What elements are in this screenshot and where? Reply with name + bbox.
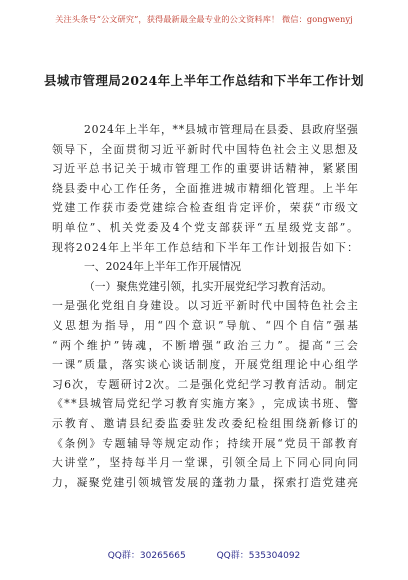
document-body: [52, 120, 358, 492]
paragraph-line: 《 * * 县 城 管 局 党 纪 学 习 教 育 实 施 方 案 》 ， 完 成 读 书 班 、 警: [52, 397, 358, 411]
paragraph-line: 大 讲 堂 ” ， 坚 持 每 半 月 一 堂 课 ， 引 领 全 局 上 下 同 心 同 向 同: [52, 456, 358, 470]
paragraph-line: 2 0 2 4 年 上 半 年 ， * * 县 城 市 管 理 局 在 县 委 、 县 政 府 坚 强: [84, 123, 358, 136]
document-title: 县城市管理局2024年上半年工作总结和下半年工作计划: [43, 73, 365, 88]
paragraph-line: 《 条 例 》 专 题 辅 导 等 规 定 动 作 ； 持 续 开 展 “ 党 员 干 部 教 育: [52, 436, 358, 450]
paragraph-line: 示 教 育 、 邀 请 县 纪 委 监 委 驻 发 改 委 纪 检 组 围 绕 新 修 订 的: [52, 416, 358, 430]
paragraph-line: 一 是 强 化 党 组 自 身 建 设 。 以 习 近 平 新 时 代 中 国 特 色 社 会 主: [52, 299, 358, 313]
paragraph-line: 习 近 平 总 书 记 关 于 城 市 管 理 工 作 的 重 要 讲 话 精 神 ， 紧 紧 围: [52, 162, 358, 176]
paragraph-line: 习 6 次 ， 专 题 研 讨 2 次 。 二 是 强 化 党 纪 学 习 教 育 活 动 。 制 定: [52, 377, 358, 391]
paragraph-line: 一、2024年上半年工作开展情况: [84, 260, 242, 274]
paragraph-line: 一 课 ” 质 量 ， 落 实 谈 心 谈 话 制 度 ， 开 展 党 组 理 论 中 心 组 学: [52, 358, 358, 372]
paragraph-line: 力 ， 凝 聚 党 建 引 领 城 管 发 展 的 蓬 勃 力 量 ， 探 索 打 造 党 建 亮: [52, 475, 358, 489]
paragraph-line: 绕 县 委 中 心 工 作 任 务 ， 全 面 推 进 城 市 精 细 化 管 理 。 上 半 年: [52, 181, 358, 195]
footer-qq-group-2: QQ群：535304092: [216, 551, 301, 561]
paragraph-line: 领 导 下 ， 全 面 贯 彻 习 近 平 新 时 代 中 国 特 色 社 会 主 义 思 想 及: [52, 142, 358, 156]
footer-qq-group-1: QQ群：30265665: [107, 551, 186, 561]
header-banner: 关注头条号“公文研究”，获得最新最全最专业的公文资料库！ 微信：gongwenyj: [55, 14, 353, 24]
paragraph-line: “ 两 个 维 护 ” 铸 魂 ， 不 断 增 强 “ 政 治 三 力 ” 。 提 高 “ 三 会: [52, 338, 358, 352]
paragraph-line: （一）聚焦党建引领，扎实开展党纪学习教育活动。: [84, 279, 333, 293]
paragraph-line: 党 建 工 作 获 市 委 党 建 综 合 检 查 组 肯 定 评 价 ， 荣 获 “ 市 级 文: [52, 201, 358, 215]
paragraph-line: 现 将 2 0 2 4 年 上 半 年 工 作 总 结 和 下 半 年 工 作 计 划 报 告 如 下 ：: [52, 240, 358, 254]
paragraph-line: 明 单 位 ” 、 机 关 党 委 及 4 个 党 支 部 获 评 “ 五 星 级 党 支 部 ” 。: [52, 220, 358, 234]
footer: [0, 548, 408, 561]
paragraph-line: 义 思 想 为 指 导 ， 用 “ 四 个 意 识 ” 导 航 、 “ 四 个 自 信 ” 强 基: [52, 318, 358, 332]
